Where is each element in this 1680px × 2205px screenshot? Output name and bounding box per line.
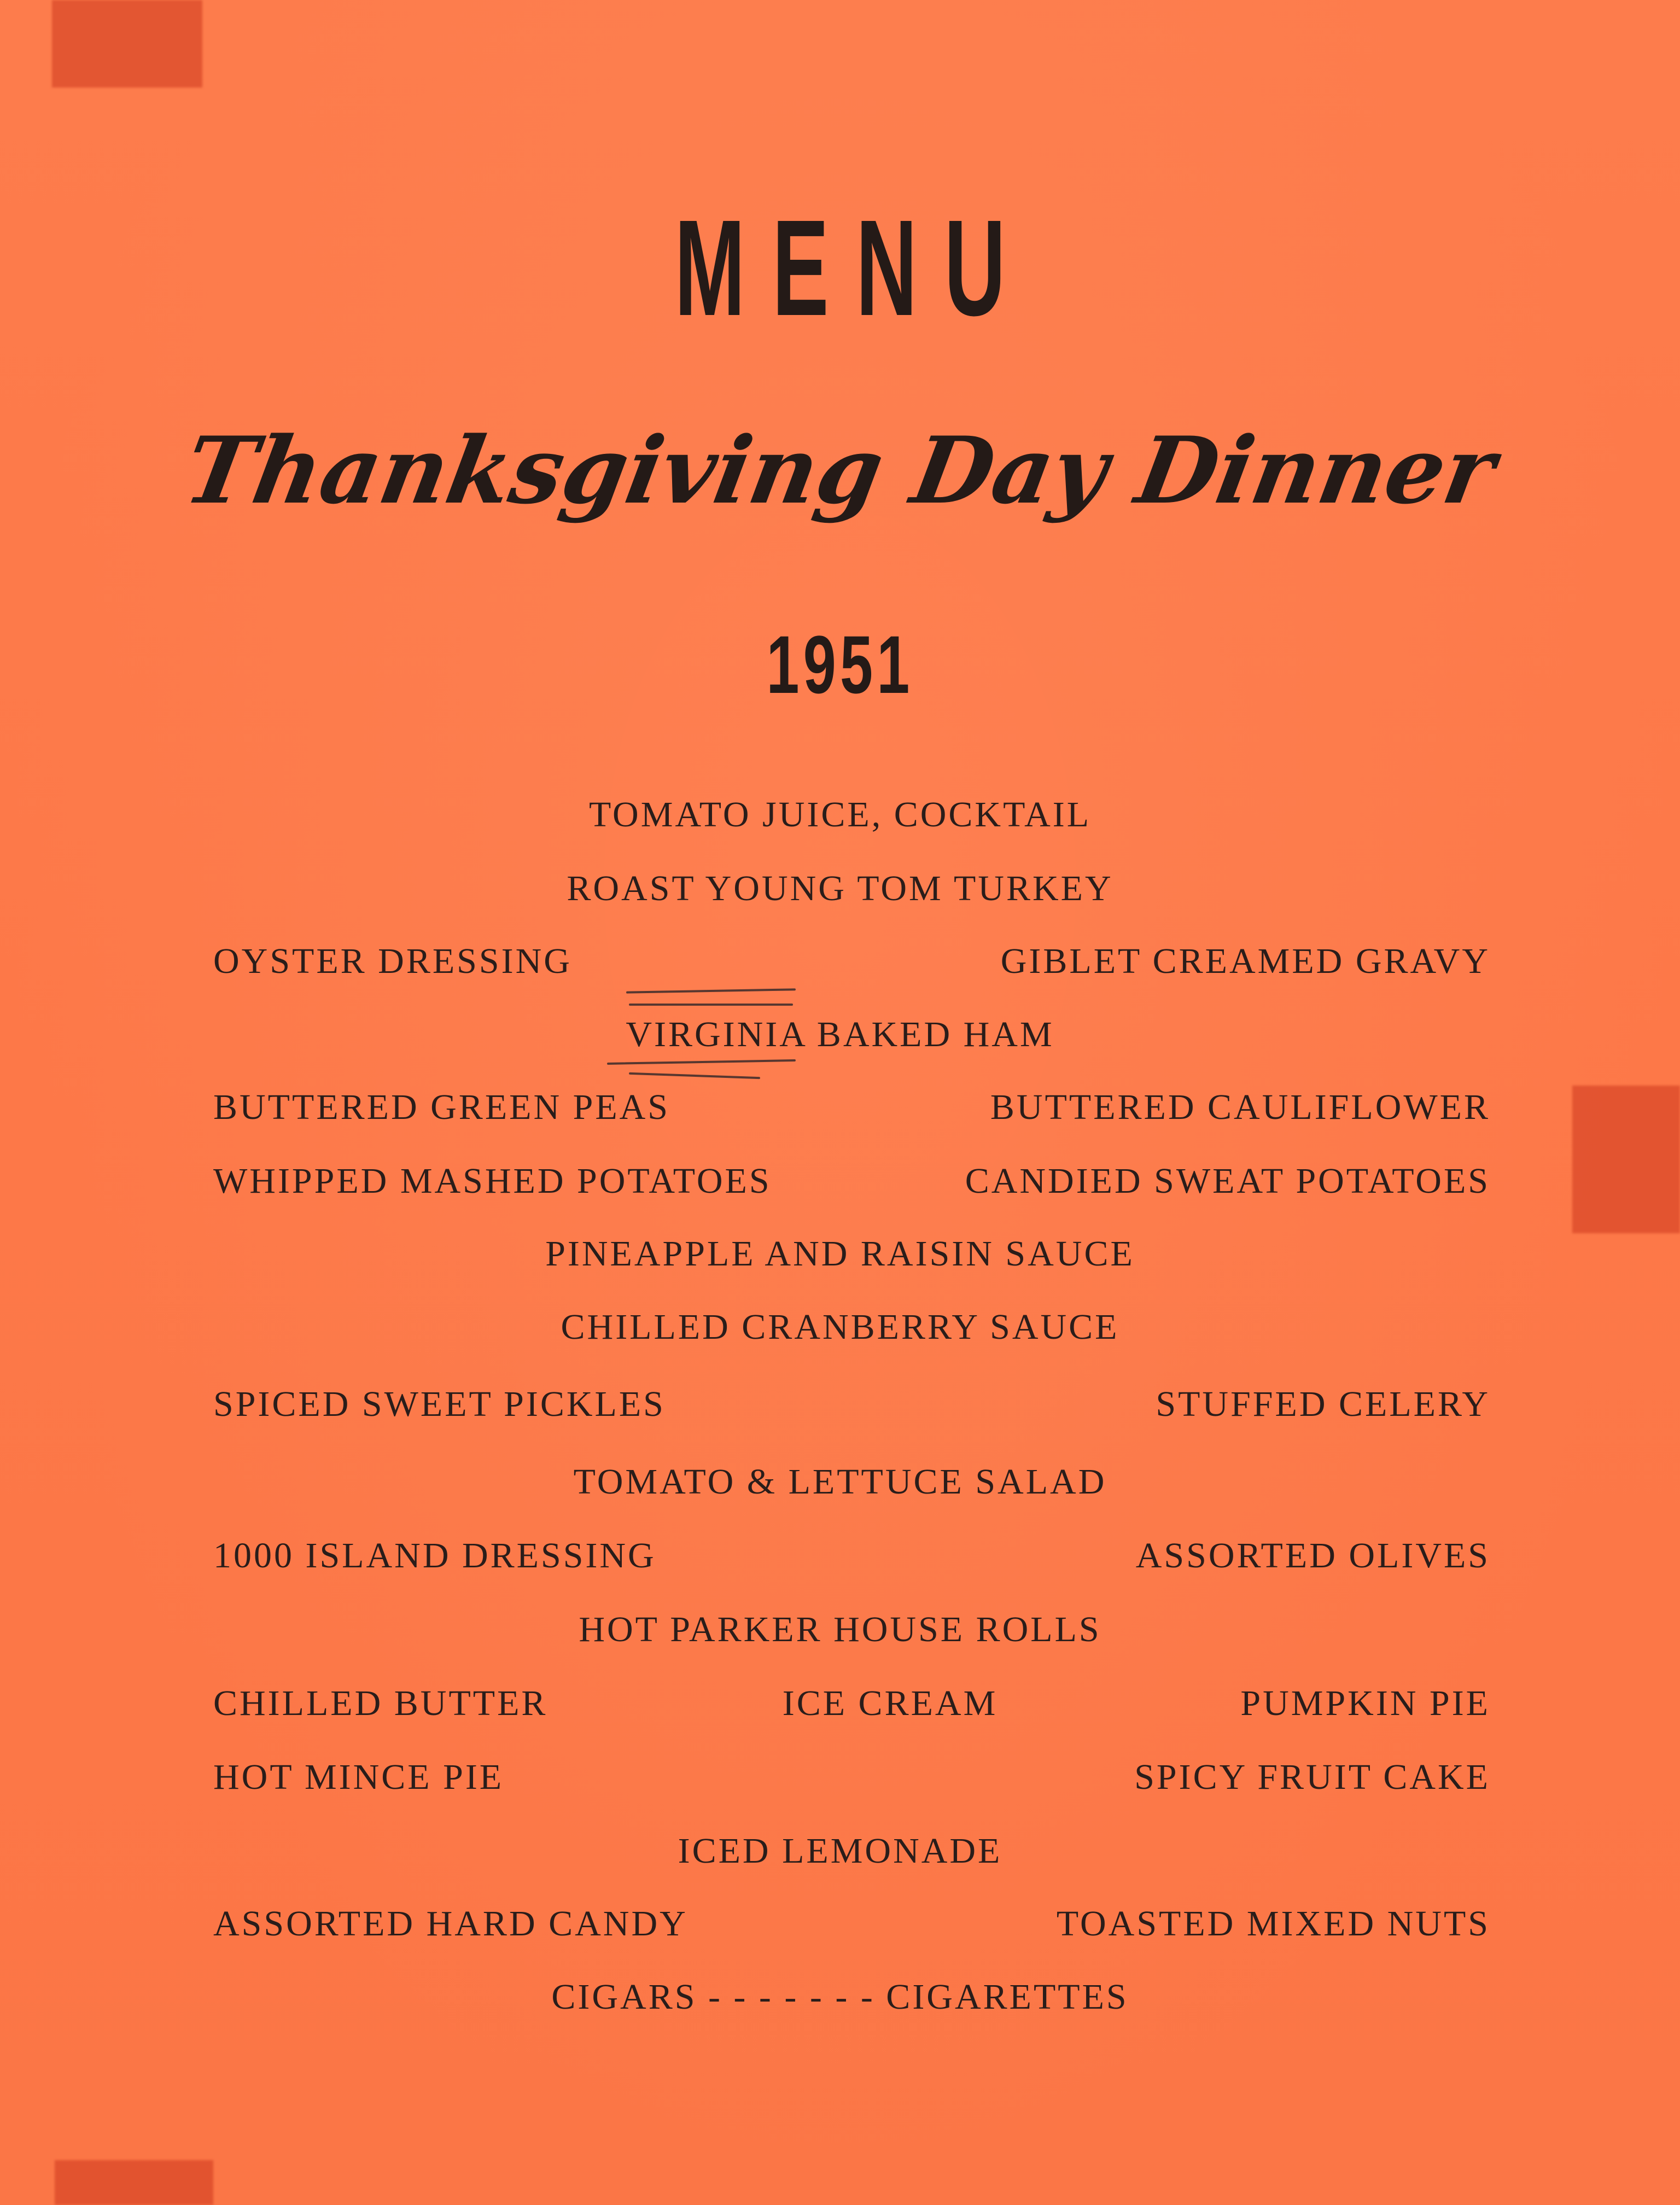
menu-item-cigars-cigarettes: CIGARS - - - - - - - CIGARETTES	[551, 1977, 1129, 2017]
menu-item-butter: CHILLED BUTTER	[213, 1683, 548, 1723]
menu-item-oyster-dressing: OYSTER DRESSING	[213, 941, 572, 981]
menu-item-tomato-juice: TOMATO JUICE, COCKTAIL	[588, 795, 1092, 835]
pen-underline-mark	[629, 1004, 793, 1006]
menu-item-celery: STUFFED CELERY	[1156, 1384, 1490, 1424]
menu-item-mashed-potatoes: WHIPPED MASHED POTATOES	[213, 1161, 772, 1201]
menu-year: 1951	[766, 619, 914, 710]
menu-item-turkey: ROAST YOUNG TOM TURKEY	[567, 868, 1113, 908]
menu-item-ice-cream: ICE CREAM	[782, 1683, 998, 1723]
menu-row-pickles-celery	[213, 1382, 1490, 1426]
menu-item-pumpkin-pie: PUMPKIN PIE	[1240, 1683, 1490, 1723]
menu-item-olives: ASSORTED OLIVES	[1135, 1536, 1490, 1576]
menu-item-green-peas: BUTTERED GREEN PEAS	[213, 1087, 670, 1127]
menu-item-baked-ham: VIRGINIA BAKED HAM	[626, 1014, 1054, 1054]
menu-item-hard-candy: ASSORTED HARD CANDY	[213, 1904, 688, 1944]
menu-row-butter-icecream-pie	[213, 1682, 1490, 1725]
menu-item-sweat-potatoes: CANDIED SWEAT POTATOES	[965, 1161, 1490, 1201]
menu-item-fruit-cake: SPICY FRUIT CAKE	[1134, 1757, 1490, 1797]
menu-item-salad: TOMATO & LETTUCE SALAD	[573, 1462, 1107, 1502]
menu-item-rolls: HOT PARKER HOUSE ROLLS	[579, 1609, 1101, 1649]
menu-item-pickles: SPICED SWEET PICKLES	[213, 1384, 666, 1424]
menu-item-mince-pie: HOT MINCE PIE	[213, 1757, 504, 1797]
menu-row-candy-nuts	[213, 1902, 1490, 1946]
tape-mark-top-left	[52, 0, 202, 88]
menu-row-dressing-gravy	[213, 940, 1490, 983]
menu-row-mince-fruitcake	[213, 1755, 1490, 1799]
menu-row-dressing-olives	[213, 1534, 1490, 1578]
tape-mark-bottom-left	[55, 2160, 213, 2205]
menu-item-island-dressing: 1000 ISLAND DRESSING	[213, 1536, 656, 1576]
menu-item-cranberry-sauce: CHILLED CRANBERRY SAUCE	[561, 1307, 1119, 1347]
menu-item-giblet-gravy: GIBLET CREAMED GRAVY	[1000, 941, 1490, 981]
menu-subtitle: Thanksgiving Day Dinner	[177, 416, 1503, 524]
pen-underline-mark	[629, 1072, 760, 1079]
menu-row-potatoes	[213, 1159, 1490, 1203]
menu-row-peas-cauliflower	[213, 1086, 1490, 1129]
menu-item-mixed-nuts: TOASTED MIXED NUTS	[1056, 1904, 1490, 1944]
pen-underline-mark	[626, 988, 796, 993]
menu-title: MENU	[674, 191, 1033, 344]
tape-mark-right	[1572, 1086, 1680, 1233]
pen-underline-mark	[607, 1059, 796, 1065]
menu-item-cauliflower: BUTTERED CAULIFLOWER	[990, 1087, 1490, 1127]
menu-item-pineapple-sauce: PINEAPPLE AND RAISIN SAUCE	[545, 1234, 1135, 1274]
menu-item-lemonade: ICED LEMONADE	[678, 1831, 1002, 1871]
